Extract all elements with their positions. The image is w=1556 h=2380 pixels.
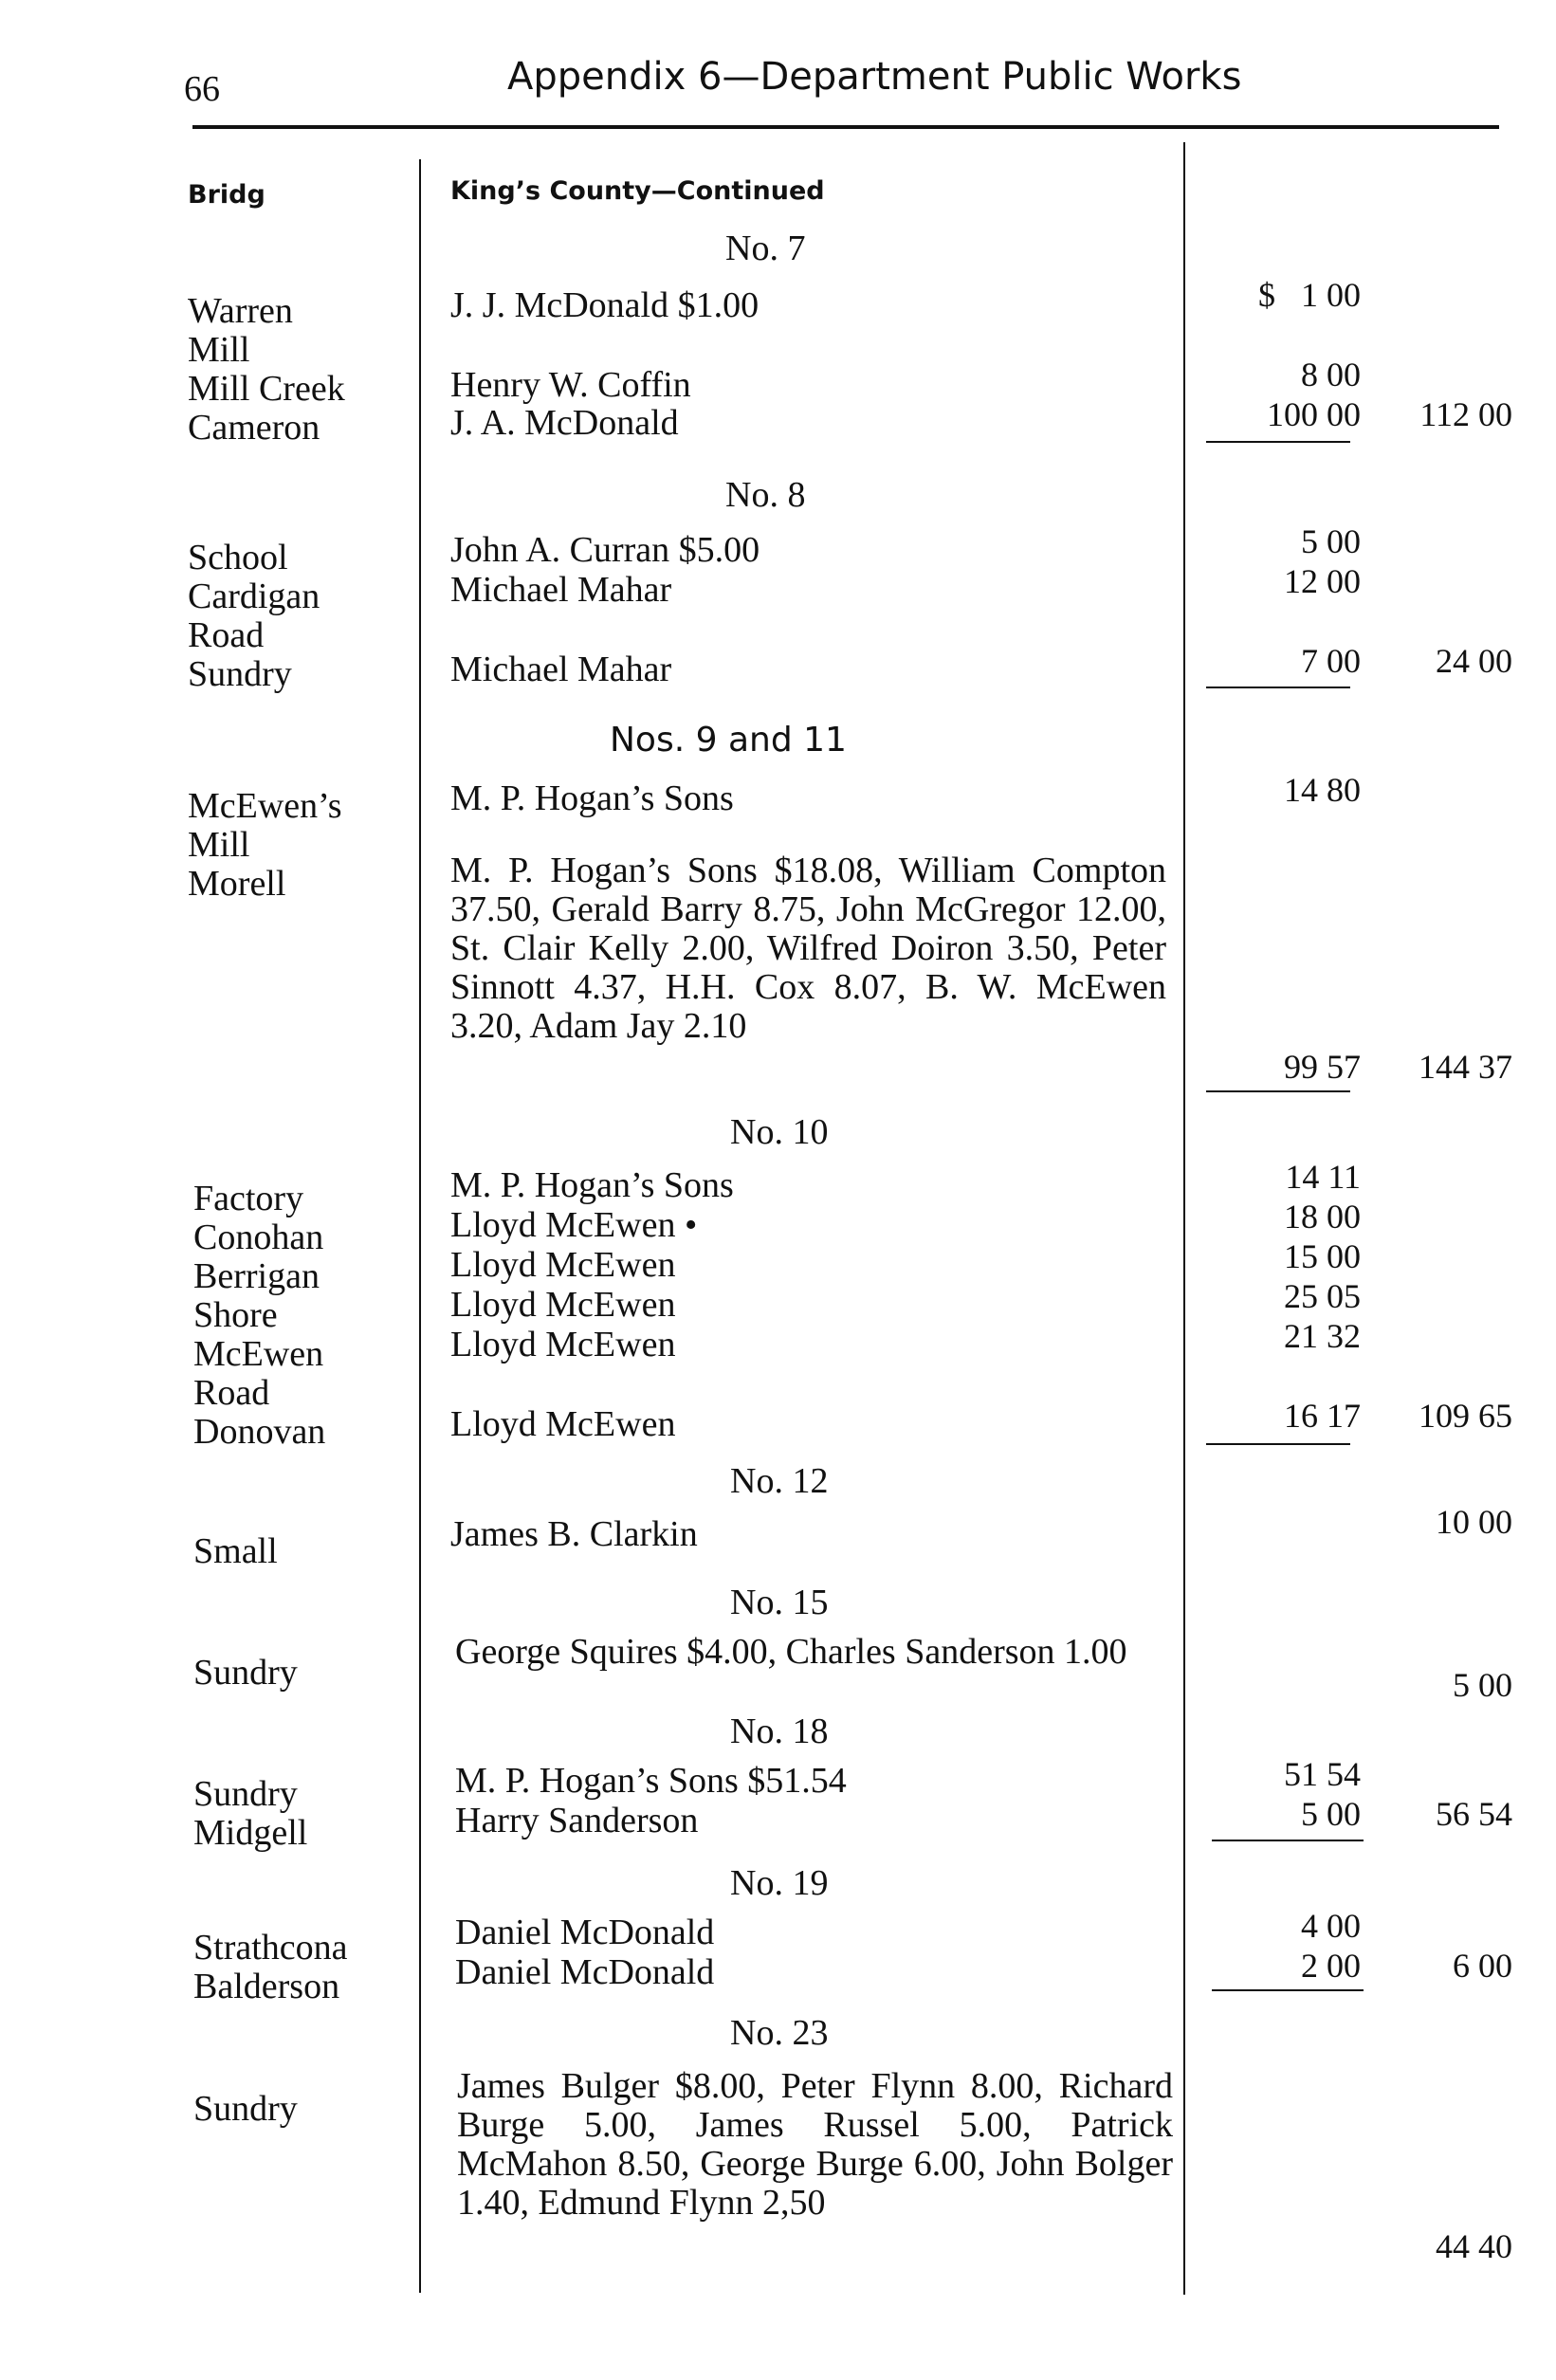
header-rule — [192, 125, 1499, 129]
payee-line: Lloyd McEwen — [450, 1285, 676, 1325]
amount: 12 00 — [1284, 562, 1361, 600]
payee-line: Daniel McDonald — [455, 1952, 715, 1992]
bridge-names-no-12: Small — [193, 1531, 278, 1571]
section-total: 10 00 — [1436, 1503, 1512, 1541]
amount: 15 00 — [1284, 1237, 1361, 1275]
subtotal-rule — [1206, 441, 1350, 443]
payee-line: Lloyd McEwen • — [450, 1205, 698, 1245]
amount: 25 05 — [1284, 1277, 1361, 1315]
amount: 16 17 — [1284, 1397, 1361, 1435]
section-heading-no-8: No. 8 — [725, 475, 806, 515]
bridge-names-no-23: Sundry — [193, 2089, 298, 2129]
bridge-names-no-9-11: McEwen’s Mill Morell — [188, 786, 342, 904]
amount: 8 00 — [1301, 356, 1361, 394]
column-divider-left — [419, 159, 421, 2293]
column-divider-right — [1183, 142, 1185, 2295]
section-heading-no-12: No. 12 — [730, 1461, 829, 1501]
payee-paragraph: James Bulger $8.00, Peter Flynn 8.00, Richard Burge 5.00, James Russel 5.00, Patrick McMahon 8.50, George Burge 6.00, John Bolger 1.40, Edmund Flynn 2,50 — [457, 2066, 1173, 2223]
bridge-names-no-7: Warren Mill Mill Creek Cameron — [188, 291, 345, 448]
amount: 14 80 — [1284, 771, 1361, 809]
amount: 7 00 — [1301, 642, 1361, 680]
bridge-names-no-8: School Cardigan Road Sundry — [188, 538, 320, 694]
amount: 4 00 — [1301, 1907, 1361, 1945]
payee-paragraph: George Squires $4.00, Charles Sanderson 1.00 — [455, 1632, 1127, 1672]
payee-paragraph: M. P. Hogan’s Sons $18.08, William Compton 37.50, Gerald Barry 8.75, John McGregor 12.00, St. Clair Kelly 2.00, Wilfred Doiron 3.50, Peter Sinnott 4.37, H.H. Cox 8.07, B. W. McEwen 3.20, Adam Jay 2.10 — [450, 851, 1166, 1046]
section-heading-no-10: No. 10 — [730, 1112, 829, 1152]
bridge-names-no-15: Sundry — [193, 1653, 298, 1693]
amount: 18 00 — [1284, 1198, 1361, 1236]
payee-line: Lloyd McEwen — [450, 1325, 676, 1364]
amount: $ 1 00 — [1258, 276, 1361, 314]
payee-line: J. A. McDonald — [450, 403, 679, 443]
subtotal-rule — [1206, 687, 1350, 688]
payee-line: Harry Sanderson — [455, 1801, 699, 1840]
subtotal-rule — [1206, 1090, 1350, 1092]
section-total: 6 00 — [1453, 1947, 1512, 1985]
payee-line: Daniel McDonald — [455, 1913, 715, 1952]
section-heading-no-19: No. 19 — [730, 1863, 829, 1903]
bridge-column-label: Bridg — [188, 180, 265, 210]
section-heading-no-23: No. 23 — [730, 2013, 829, 2053]
section-heading-no-9-11: Nos. 9 and 11 — [610, 721, 847, 760]
amount: 99 57 — [1284, 1048, 1361, 1086]
section-total: 44 40 — [1436, 2227, 1512, 2265]
amount: 51 54 — [1284, 1755, 1361, 1793]
bridge-names-no-19: Strathcona Balderson — [193, 1928, 348, 2006]
payee-line: Henry W. Coffin — [450, 365, 691, 405]
amount: 5 00 — [1301, 1795, 1361, 1833]
payee-line: Michael Mahar — [450, 570, 672, 610]
page-number: 66 — [184, 69, 220, 109]
page-title: Appendix 6—Department Public Works — [507, 55, 1242, 99]
section-total: 56 54 — [1436, 1795, 1512, 1833]
section-heading-no-15: No. 15 — [730, 1583, 829, 1622]
bridge-names-no-10: Factory Conohan Berrigan Shore McEwen Road Donovan — [193, 1179, 326, 1452]
payee-line: J. J. McDonald $1.00 — [450, 285, 760, 325]
section-total: 24 00 — [1436, 642, 1512, 680]
subtotal-rule — [1212, 1840, 1364, 1841]
section-heading-no-7: No. 7 — [725, 229, 806, 268]
payee-line: Lloyd McEwen — [450, 1245, 676, 1285]
bridge-names-no-18: Sundry Midgell — [193, 1774, 308, 1853]
section-total: 144 37 — [1419, 1048, 1512, 1086]
amount: 100 00 — [1267, 395, 1361, 433]
subtotal-rule — [1212, 1989, 1364, 1991]
payee-line: Michael Mahar — [450, 650, 672, 689]
subtotal-rule — [1206, 1443, 1350, 1445]
payee-line: Lloyd McEwen — [450, 1404, 676, 1444]
amount: 21 32 — [1284, 1317, 1361, 1355]
payee-line: James B. Clarkin — [450, 1514, 698, 1554]
payee-line: M. P. Hogan’s Sons $51.54 — [455, 1761, 847, 1801]
county-column-label: King’s County—Continued — [450, 176, 825, 206]
amount: 14 11 — [1285, 1158, 1361, 1196]
amount: 5 00 — [1301, 522, 1361, 560]
payee-line: M. P. Hogan’s Sons — [450, 778, 734, 818]
payee-line: John A. Curran $5.00 — [450, 530, 760, 570]
payee-line: M. P. Hogan’s Sons — [450, 1165, 734, 1205]
section-total: 109 65 — [1419, 1397, 1512, 1435]
section-heading-no-18: No. 18 — [730, 1712, 829, 1751]
amount: 2 00 — [1301, 1947, 1361, 1985]
section-total: 112 00 — [1419, 395, 1512, 433]
section-total: 5 00 — [1453, 1666, 1512, 1704]
